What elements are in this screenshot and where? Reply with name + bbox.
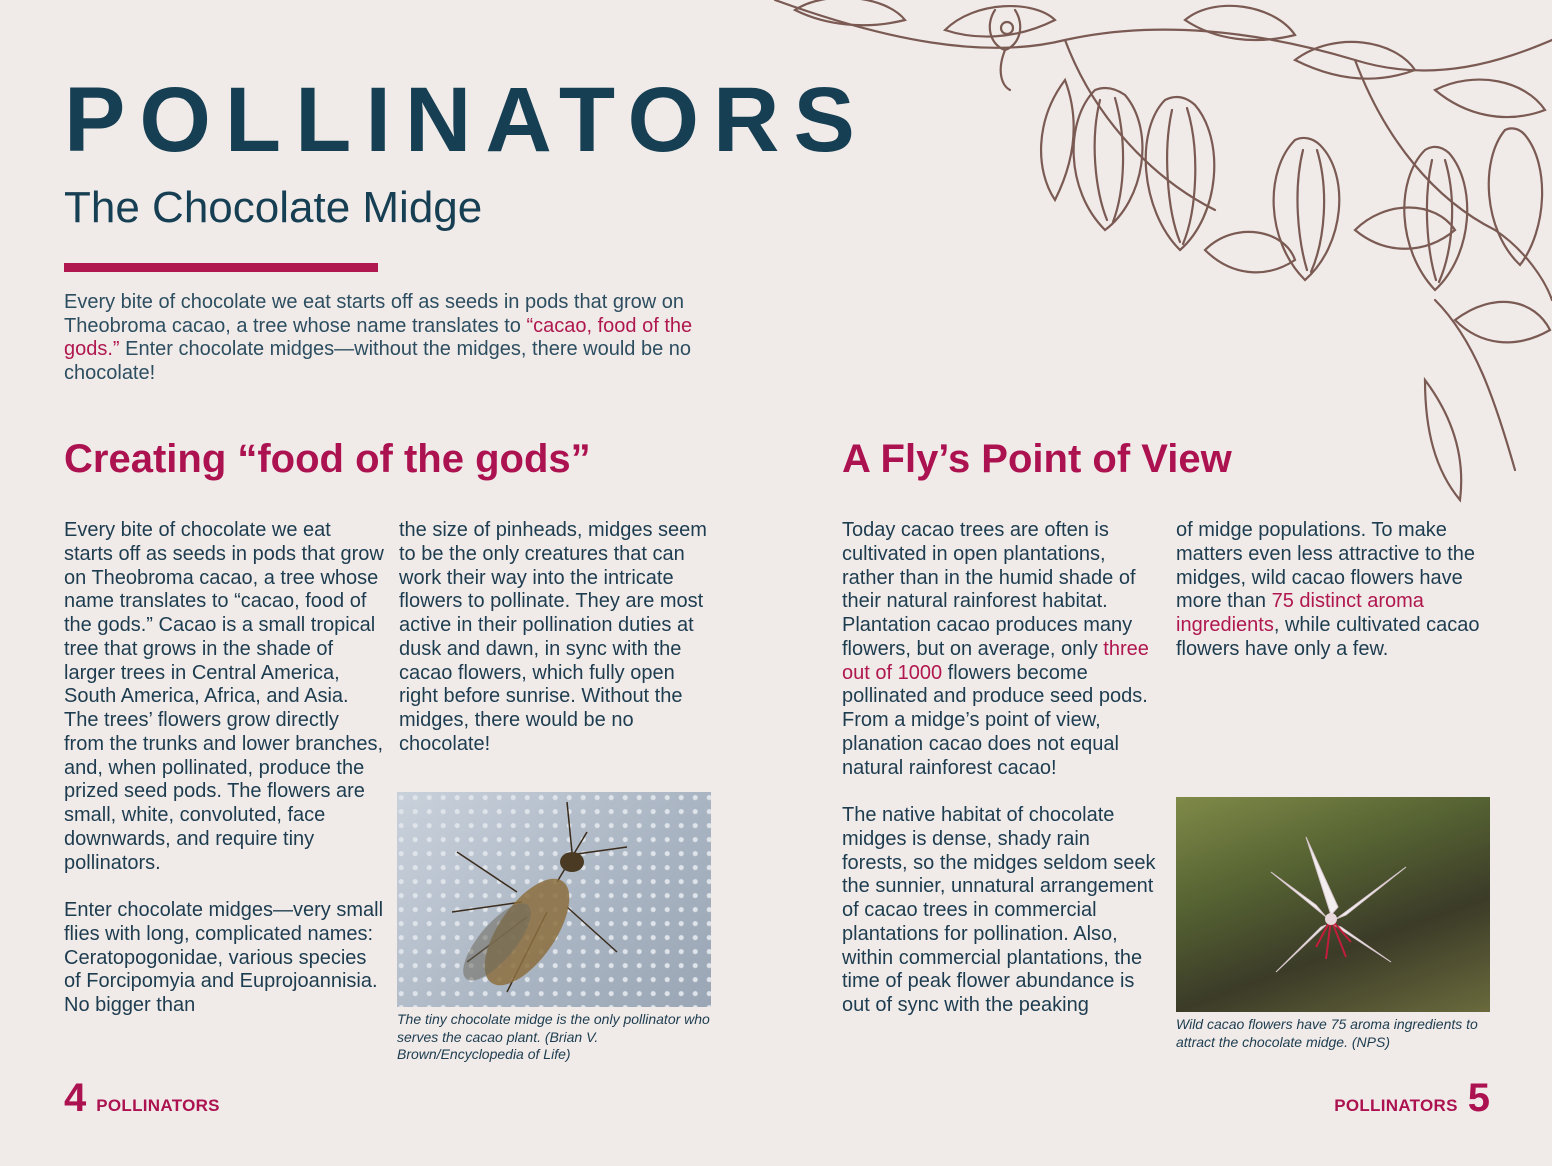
photo-caption-flower: Wild cacao flowers have 75 aroma ingredients to attract the chocolate midge. (NPS) bbox=[1176, 1016, 1478, 1050]
footer-label-left: POLLINATORS bbox=[96, 1096, 220, 1115]
flower-icon bbox=[1176, 797, 1490, 1012]
footer-right bbox=[1334, 1078, 1490, 1118]
section-heading-right: A Fly’s Point of View bbox=[842, 437, 1232, 481]
paragraph: the size of pinheads, midges seem to be the only creatures that can work their way into the intricate flowers to pollinate. They are most active in their pollination duties at dusk and dawn, in sync with the cacao flowers, which fully open right before sunrise. Without the midges, there would be no chocolate! bbox=[399, 519, 707, 755]
page-number-right: 5 bbox=[1467, 1076, 1490, 1120]
section-heading-left: Creating “food of the gods” bbox=[64, 437, 591, 481]
paragraph-text: Today cacao trees are often is cultivated in open plantations, rather than in the humid shade of their natural rainforest habitat. Plantation cacao produces many flowers, but on average, only bbox=[842, 519, 1136, 660]
paragraph: Enter chocolate midges—very small flies with long, complicated names: Ceratopogonidae, various species of Forcipomyia and Euprojoannisia. No bigger than bbox=[64, 899, 384, 1016]
page-title: POLLINATORS bbox=[64, 69, 869, 171]
intro-text-2: Enter chocolate midges—without the midges, there would be no chocolate! bbox=[64, 338, 692, 385]
cacao-flower-photo bbox=[1176, 797, 1490, 1012]
midge-photo bbox=[397, 792, 711, 1007]
text-column-4 bbox=[1176, 519, 1492, 685]
page-number-left: 4 bbox=[64, 1076, 87, 1120]
text-column-3 bbox=[842, 519, 1160, 1042]
paragraph-text: flowers become pollinated and produce seed pods. From a midge’s point of view, planation cacao does not equal natural rainforest cacao! bbox=[842, 661, 1148, 779]
highlight-text: 75 distinct aroma ingredients bbox=[1176, 590, 1424, 636]
paragraph-text: of midge populations. To make matters even less attractive to the midges, wild cacao flowers have more than bbox=[1176, 519, 1476, 613]
midge-icon bbox=[397, 792, 711, 1007]
paragraph bbox=[842, 519, 1160, 780]
highlight-text: three out of 1000 bbox=[842, 637, 1149, 684]
footer-label-right: POLLINATORS bbox=[1334, 1096, 1458, 1115]
paragraph bbox=[1176, 519, 1492, 662]
footer-left bbox=[64, 1078, 220, 1118]
photo-caption-midge: The tiny chocolate midge is the only pollinator who serves the cacao plant. (Brian V. Brown/Encyclopedia of Life) bbox=[397, 1011, 710, 1062]
paragraph-text: , while cultivated cacao flowers have only a few. bbox=[1176, 614, 1480, 660]
intro-text-1: Every bite of chocolate we eat starts off as seeds in pods that grow on Theobroma cacao, a tree whose name translates to bbox=[64, 291, 684, 337]
page-subtitle: The Chocolate Midge bbox=[64, 183, 483, 232]
paragraph: Every bite of chocolate we eat starts off as seeds in pods that grow on Theobroma cacao, a tree whose name translates to “cacao, food of the gods.” Cacao is a small tropical tree that grows in the shade of larger trees in Central America, South America, Africa, and Asia. The trees’ flowers grow directly from the trunks and lower branches, and, when pollinated, produce the prized seed pods. The flowers are small, white, convoluted, face downwards, and require tiny pollinators. bbox=[64, 519, 384, 874]
intro-paragraph bbox=[64, 291, 704, 386]
text-column-2 bbox=[399, 519, 719, 780]
text-column-1 bbox=[64, 519, 384, 1042]
intro-highlight: “cacao, food of the gods.” bbox=[64, 314, 693, 361]
accent-rule bbox=[64, 263, 378, 272]
paragraph: The native habitat of chocolate midges is dense, shady rain forests, so the midges seldom seek the sunnier, unnatural arrangement of cacao trees in commercial plantations for pollination. Also, within commercial plantations, the time of peak flower abundance is out of sync with the peaking bbox=[842, 804, 1156, 1016]
